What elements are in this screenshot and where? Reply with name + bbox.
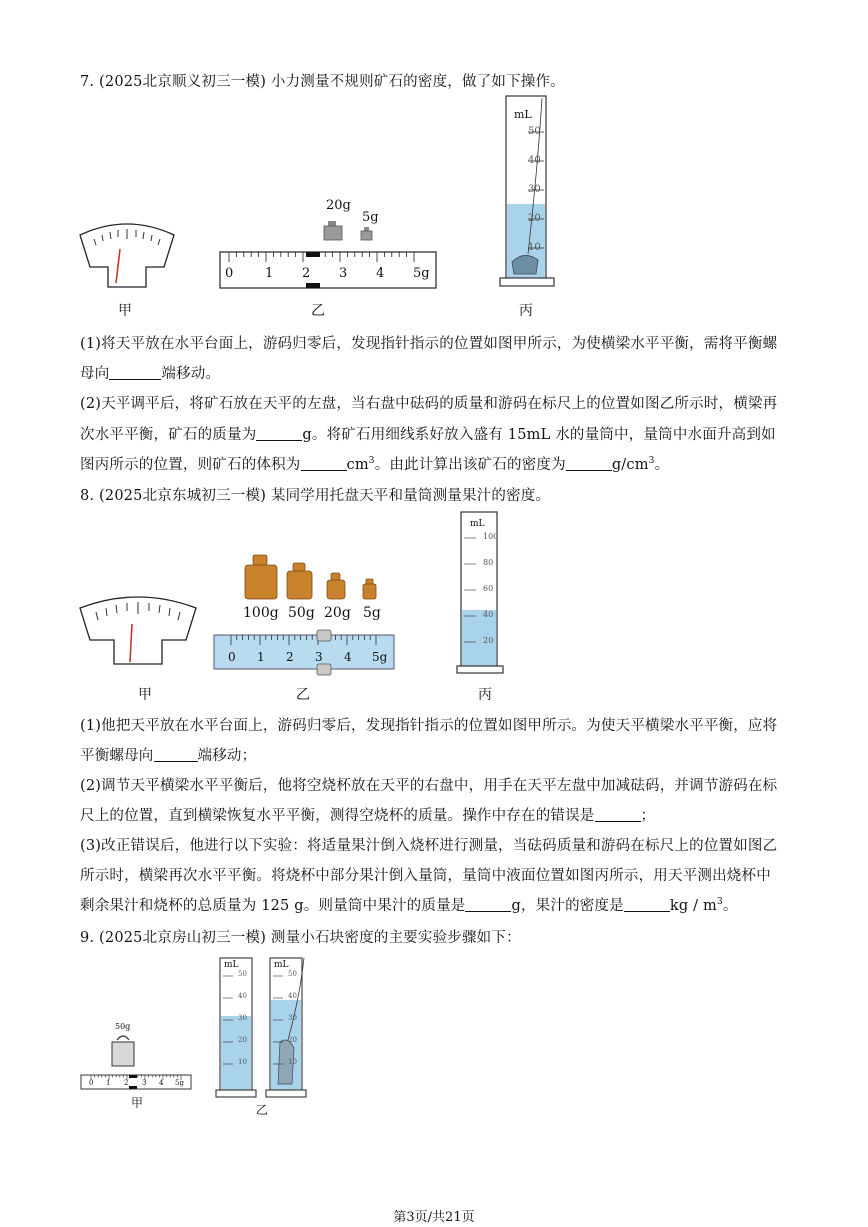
q8-cyl-tick: 80 (483, 558, 494, 567)
q7-rock (512, 255, 538, 274)
q8-unit: kg / m (669, 898, 717, 914)
q8-weight-label: 5g (363, 605, 381, 621)
q9-ruler-tick: 3 (142, 1079, 147, 1087)
q8-cylinder (456, 510, 506, 676)
q8-weights (240, 553, 388, 603)
q8-p1-line1: (1)他把天平放在水平台面上，游码归零后，发现指针指示的位置如图甲所示。为使天平横梁水平平衡，应将 (80, 718, 778, 734)
page-footer: 第3页/共21页 (393, 1210, 475, 1225)
q9-ruler-tick: 0 (89, 1079, 94, 1087)
q7-fig-label-yi: 乙 (311, 303, 325, 319)
q9-title: 9. (2025北京房山初三一模) 测量小石块密度的主要实验步骤如下： (80, 930, 521, 946)
q7-cyl-tick: 10 (528, 242, 541, 253)
q8-ruler-tick: 2 (286, 650, 294, 664)
q9-cylinder-1-unit: mL (224, 960, 239, 970)
q7-ruler-tick: 1 (265, 266, 274, 281)
q8-ruler-tick: 4 (344, 650, 352, 664)
q8-p3-line3: 剩余果汁和烧杯的总质量为 125 g。则量筒中果汁的质量是 g，果汁的密度是 kg / $m^3$。 (80, 897, 738, 914)
q7-ruler (219, 251, 437, 289)
q9-cyl-tick: 10 (238, 1058, 247, 1066)
q7-ruler-tick: 2 (302, 266, 311, 281)
q7-p2-line1: (2)天平调平后，将矿石放在天平的左盘，当右盘中砝码的质量和游码在标尺上的位置如图乙所示时，横梁再 (80, 396, 778, 412)
q7-cyl-tick: 20 (528, 213, 541, 224)
q9-weight (108, 1032, 138, 1068)
q8-ruler (213, 629, 395, 677)
q8-weight-label: 20g (324, 605, 351, 621)
q7-title: 7. (2025北京顺义初三一模) 小力测量不规则矿石的密度，做了如下操作。 (80, 74, 565, 90)
q7-fig-label-bing: 丙 (519, 303, 533, 319)
answer-blank[interactable] (301, 456, 347, 471)
q9-cylinder-1 (214, 956, 260, 1100)
q9-cyl-tick: 30 (288, 1014, 297, 1022)
q7-cylinder-unit: mL (514, 108, 532, 121)
q8-title: 8. (2025北京东城初三一模) 某同学用托盘天平和量筒测量果汁的密度。 (80, 488, 551, 504)
q9-cyl-tick: 20 (288, 1036, 297, 1044)
q7-dial-figure (76, 215, 178, 295)
answer-blank[interactable] (154, 747, 198, 762)
q9-cyl-tick: 30 (238, 1014, 247, 1022)
q9-ruler-tick: 4 (159, 1079, 164, 1087)
q7-p1-text: 母向 (80, 366, 110, 382)
answer-blank[interactable] (595, 807, 641, 822)
q7-unit: g/cm (611, 457, 649, 473)
q7-unit-sup: 3 (648, 456, 655, 467)
q8-weight-label: 50g (288, 605, 315, 621)
q7-p1-text: 端移动。 (161, 366, 221, 382)
q8-cyl-tick: 60 (483, 584, 494, 593)
q9-cyl-tick: 50 (288, 970, 297, 978)
q9-fig-label-yi: 乙 (256, 1103, 269, 1117)
q7-weight-label-5g: 5g (362, 210, 379, 225)
q7-cyl-tick: 50 (528, 126, 541, 137)
q7-cyl-tick: 40 (528, 155, 541, 166)
q8-unit-sup: 3 (717, 897, 723, 908)
q7-p2-line3: 图丙所示的位置，则矿石的体积为 $cm^3$。由此计算出该矿石的密度为 $g/cm^3$。 (80, 456, 670, 473)
q7-ruler-tick: 5g (413, 266, 430, 281)
q8-p1-text: 端移动； (197, 748, 257, 764)
q7-ruler-tick: 3 (339, 266, 348, 281)
q8-p2-text: ； (640, 808, 656, 824)
q7-weights (322, 218, 382, 244)
q8-p1-text: 平衡螺母向 (80, 748, 154, 764)
q7-ruler-tick: 0 (225, 266, 234, 281)
q9-cyl-tick: 20 (238, 1036, 247, 1044)
q7-p2-text: 图丙所示的位置，则矿石的体积为 (80, 457, 301, 473)
q7-unit: cm (346, 457, 369, 473)
q7-unit-sup: 3 (368, 456, 375, 467)
q7-weight-label-20g: 20g (326, 198, 351, 213)
q9-cyl-tick: 50 (238, 970, 247, 978)
q8-cyl-tick: 100 (483, 532, 499, 541)
q7-cyl-tick: 30 (528, 184, 541, 195)
q8-fig-label-jia: 甲 (138, 687, 152, 703)
q8-p1-line2 (80, 744, 256, 765)
q8-p3-text: 剩余果汁和烧杯的总质量为 125 g。则量筒中果汁的质量是 (80, 898, 466, 914)
q8-p2-text: 尺上的位置，直到横梁恢复水平平衡，测得空烧杯的质量。操作中存在的错误是 (80, 808, 595, 824)
q8-dial-figure (76, 590, 200, 674)
q7-p1-line1: (1)将天平放在水平台面上，游码归零后，发现指针指示的位置如图甲所示，为使横梁水平平衡，需将平衡螺 (80, 336, 778, 352)
q9-cylinder-2-unit: mL (274, 960, 289, 970)
answer-blank[interactable] (465, 897, 511, 912)
q8-p2-line1: (2)调节天平横梁水平平衡后，他将空烧杯放在天平的右盘中，用手在天平左盘中加减砝码，并调节游码在标 (80, 778, 778, 794)
q8-ruler-tick: 0 (228, 650, 236, 664)
q9-cyl-tick: 40 (288, 992, 297, 1000)
q9-cyl-tick: 10 (288, 1058, 297, 1066)
answer-blank[interactable] (624, 897, 670, 912)
answer-blank[interactable] (109, 365, 161, 380)
q7-p1-line2 (80, 362, 220, 383)
q9-ruler-tick: 1 (106, 1079, 111, 1087)
q8-cyl-tick: 20 (483, 636, 494, 645)
q7-fig-label-jia: 甲 (118, 303, 132, 319)
q8-cyl-tick: 40 (483, 610, 494, 619)
q8-fig-label-bing: 丙 (478, 687, 492, 703)
q9-ruler-tick: 2 (124, 1079, 129, 1087)
q8-ruler-tick: 5g (372, 650, 388, 664)
q8-p3-text: g，果汁的密度是 (511, 898, 624, 914)
q8-p2-line2 (80, 804, 655, 825)
q7-p2-text: 。由此计算出该矿石的密度为 (374, 457, 566, 473)
q8-fig-label-yi: 乙 (296, 687, 310, 703)
q7-p2-line2 (80, 423, 776, 444)
q7-ruler-tick: 4 (376, 266, 385, 281)
q8-cylinder-unit: mL (470, 519, 485, 529)
q9-fig-label-jia: 甲 (131, 1096, 144, 1110)
q8-rider[interactable] (317, 630, 331, 641)
q9-weight-label: 50g (115, 1022, 131, 1031)
q9-cyl-tick: 40 (238, 992, 247, 1000)
q8-ruler-tick: 3 (315, 650, 323, 664)
q8-ruler-tick: 1 (257, 650, 265, 664)
q9-ruler-tick: 5g (175, 1079, 184, 1087)
q7-p2-text: g。将矿石用细线系好放入盛有 15mL 水的量筒中，量筒中水面升高到如 (302, 427, 776, 443)
q7-p2-text: 次水平平衡，矿石的质量为 (80, 427, 257, 443)
q8-p3-line2: 所示时，横梁再次水平平衡。将烧杯中部分果汁倒入量筒，量筒中液面位置如图丙所示，用天平测出烧杯中 (80, 868, 771, 884)
q8-p3-line1: (3)改正错误后，他进行以下实验：将适量果汁倒入烧杯进行测量，当砝码质量和游码在标尺上的位置如图乙 (80, 838, 778, 854)
q8-weight-label: 100g (243, 605, 279, 621)
answer-blank[interactable] (566, 456, 612, 471)
answer-blank[interactable] (256, 426, 302, 441)
